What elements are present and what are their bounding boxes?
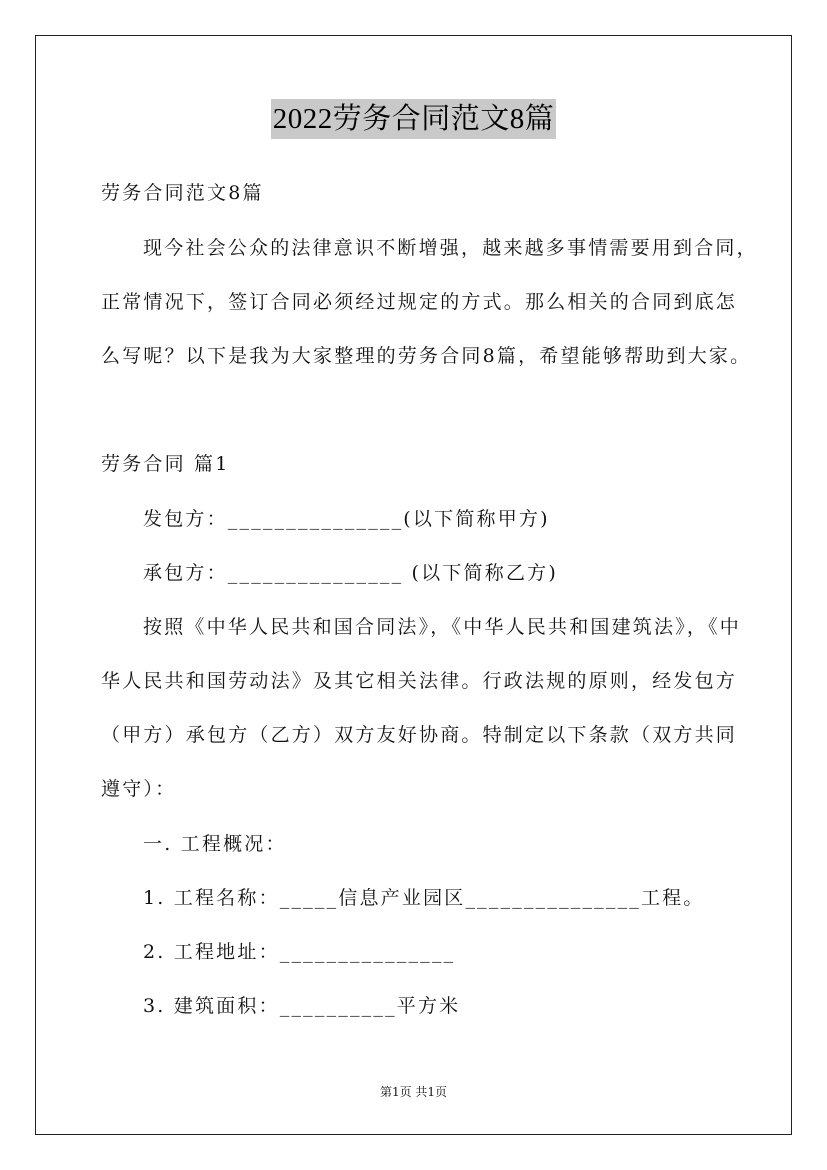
section-heading: 劳务合同 篇1 xyxy=(101,453,230,475)
body-line: （甲方）承包方（乙方）双方友好协商。特制定以下条款（双方共同 xyxy=(101,724,738,746)
party-a-line: 发包方：_______________(以下简称甲方) xyxy=(143,508,550,530)
body-line: 按照《中华人民共和国合同法》，《中华人民共和国建筑法》，《中 xyxy=(143,616,742,638)
title-container xyxy=(0,99,827,139)
body-line: 遵守）： xyxy=(101,778,177,800)
body-line: 华人民共和国劳动法》及其它相关法律。行政法规的原则，经发包方 xyxy=(101,670,738,692)
clause-item: 3. 建筑面积：__________平方米 xyxy=(143,995,461,1017)
page-footer: 第1页 共1页 xyxy=(379,1085,448,1099)
subtitle-line: 劳务合同范文8篇 xyxy=(101,182,264,204)
body-line: 正常情况下，签订合同必须经过规定的方式。那么相关的合同到底怎 xyxy=(101,291,738,313)
clause-item: 1. 工程名称：_____信息产业园区_______________工程。 xyxy=(143,887,705,909)
body-line: 现今社会公众的法律意识不断增强，越来越多事情需要用到合同， xyxy=(143,237,758,259)
clause-item: 2. 工程地址：_______________ xyxy=(143,941,456,963)
clause-heading: 一. 工程概况： xyxy=(143,833,287,855)
document-title: 2022劳务合同范文8篇 xyxy=(271,99,557,139)
party-b-line: 承包方：_______________ (以下简称乙方) xyxy=(143,562,558,584)
body-line: 么写呢？以下是我为大家整理的劳务合同8篇，希望能够帮助到大家。 xyxy=(101,345,752,367)
